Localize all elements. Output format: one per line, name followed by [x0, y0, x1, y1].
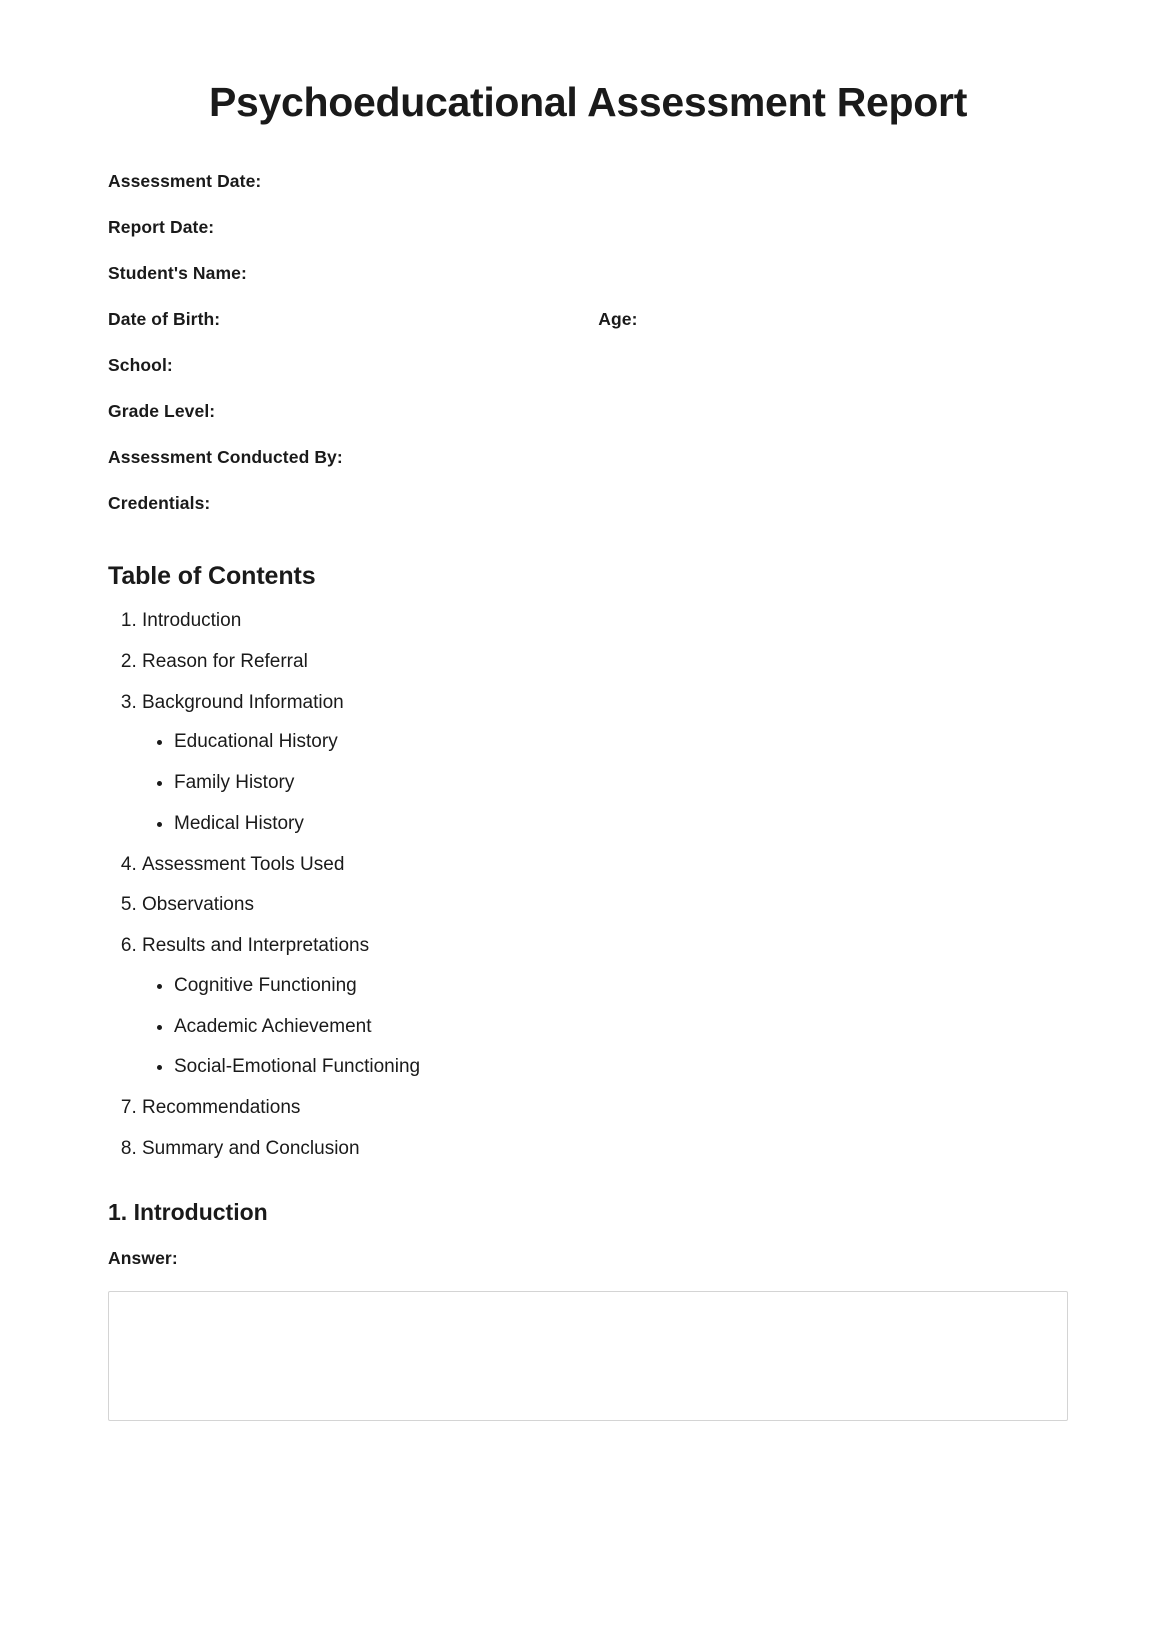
toc-item-label: Results and Interpretations: [142, 935, 370, 957]
toc-item-label: Recommendations: [142, 1097, 301, 1119]
toc-item-label: Observations: [142, 894, 254, 916]
field-assessment-date: [108, 171, 1068, 192]
toc-subitem-label: Academic Achievement: [174, 1015, 372, 1037]
toc-item-label: Reason for Referral: [142, 650, 308, 672]
field-label: Age:: [598, 309, 638, 330]
answer-label: Answer:: [108, 1247, 178, 1268]
toc-item-introduction[interactable]: [142, 609, 1068, 633]
toc-item-label: Background Information: [142, 691, 344, 713]
field-label: Credentials:: [108, 493, 211, 514]
toc-subitem-family-history[interactable]: [174, 771, 1068, 795]
toc-item-summary-and-conclusion[interactable]: [142, 1137, 1068, 1161]
field-assessment-conducted-by: [108, 447, 1068, 468]
toc-subitem-label: Educational History: [174, 731, 338, 753]
toc-sublist-results-and-interpretations: [142, 974, 1068, 1079]
toc-sublist-background-information: [142, 730, 1068, 835]
page-title: Psychoeducational Assessment Report: [208, 79, 968, 125]
field-grade-level: [108, 401, 1068, 422]
toc-item-reason-for-referral[interactable]: [142, 650, 1068, 674]
field-student-name: [108, 263, 1068, 284]
toc-item-label: Summary and Conclusion: [142, 1137, 360, 1159]
toc-subitem-social-emotional-functioning[interactable]: [174, 1055, 1068, 1079]
toc-item-assessment-tools-used[interactable]: [142, 853, 1068, 877]
section-heading-introduction: 1. Introduction: [108, 1198, 268, 1225]
field-label: Grade Level:: [108, 401, 216, 422]
toc-subitem-educational-history[interactable]: [174, 730, 1068, 754]
toc-subitem-label: Medical History: [174, 812, 304, 834]
toc-item-label: Introduction: [142, 610, 242, 632]
field-label: Assessment Conducted By:: [108, 447, 343, 468]
toc-subitem-academic-achievement[interactable]: [174, 1015, 1068, 1039]
toc-item-recommendations[interactable]: [142, 1096, 1068, 1120]
table-of-contents-list: [108, 609, 1068, 1161]
toc-item-results-and-interpretations[interactable]: [142, 934, 1068, 1079]
toc-subitem-label: Social-Emotional Functioning: [174, 1056, 421, 1078]
toc-subitem-label: Family History: [174, 772, 295, 794]
table-of-contents-heading: Table of Contents: [108, 562, 316, 591]
field-label: School:: [108, 355, 173, 376]
answer-input[interactable]: [108, 1291, 1068, 1421]
field-label: Report Date:: [108, 217, 215, 238]
toc-item-label: Assessment Tools Used: [142, 853, 345, 875]
field-school: [108, 355, 1068, 376]
toc-subitem-medical-history[interactable]: [174, 812, 1068, 836]
info-fields: [108, 171, 1068, 514]
field-label: Assessment Date:: [108, 171, 262, 192]
toc-item-observations[interactable]: [142, 893, 1068, 917]
toc-item-background-information[interactable]: [142, 691, 1068, 836]
field-date-of-birth: [108, 309, 1068, 330]
field-label: Student's Name:: [108, 263, 247, 284]
field-report-date: [108, 217, 1068, 238]
field-age: [598, 309, 705, 330]
field-credentials: [108, 493, 1068, 514]
toc-subitem-cognitive-functioning[interactable]: [174, 974, 1068, 998]
field-label: Date of Birth:: [108, 309, 221, 330]
toc-subitem-label: Cognitive Functioning: [174, 974, 357, 996]
